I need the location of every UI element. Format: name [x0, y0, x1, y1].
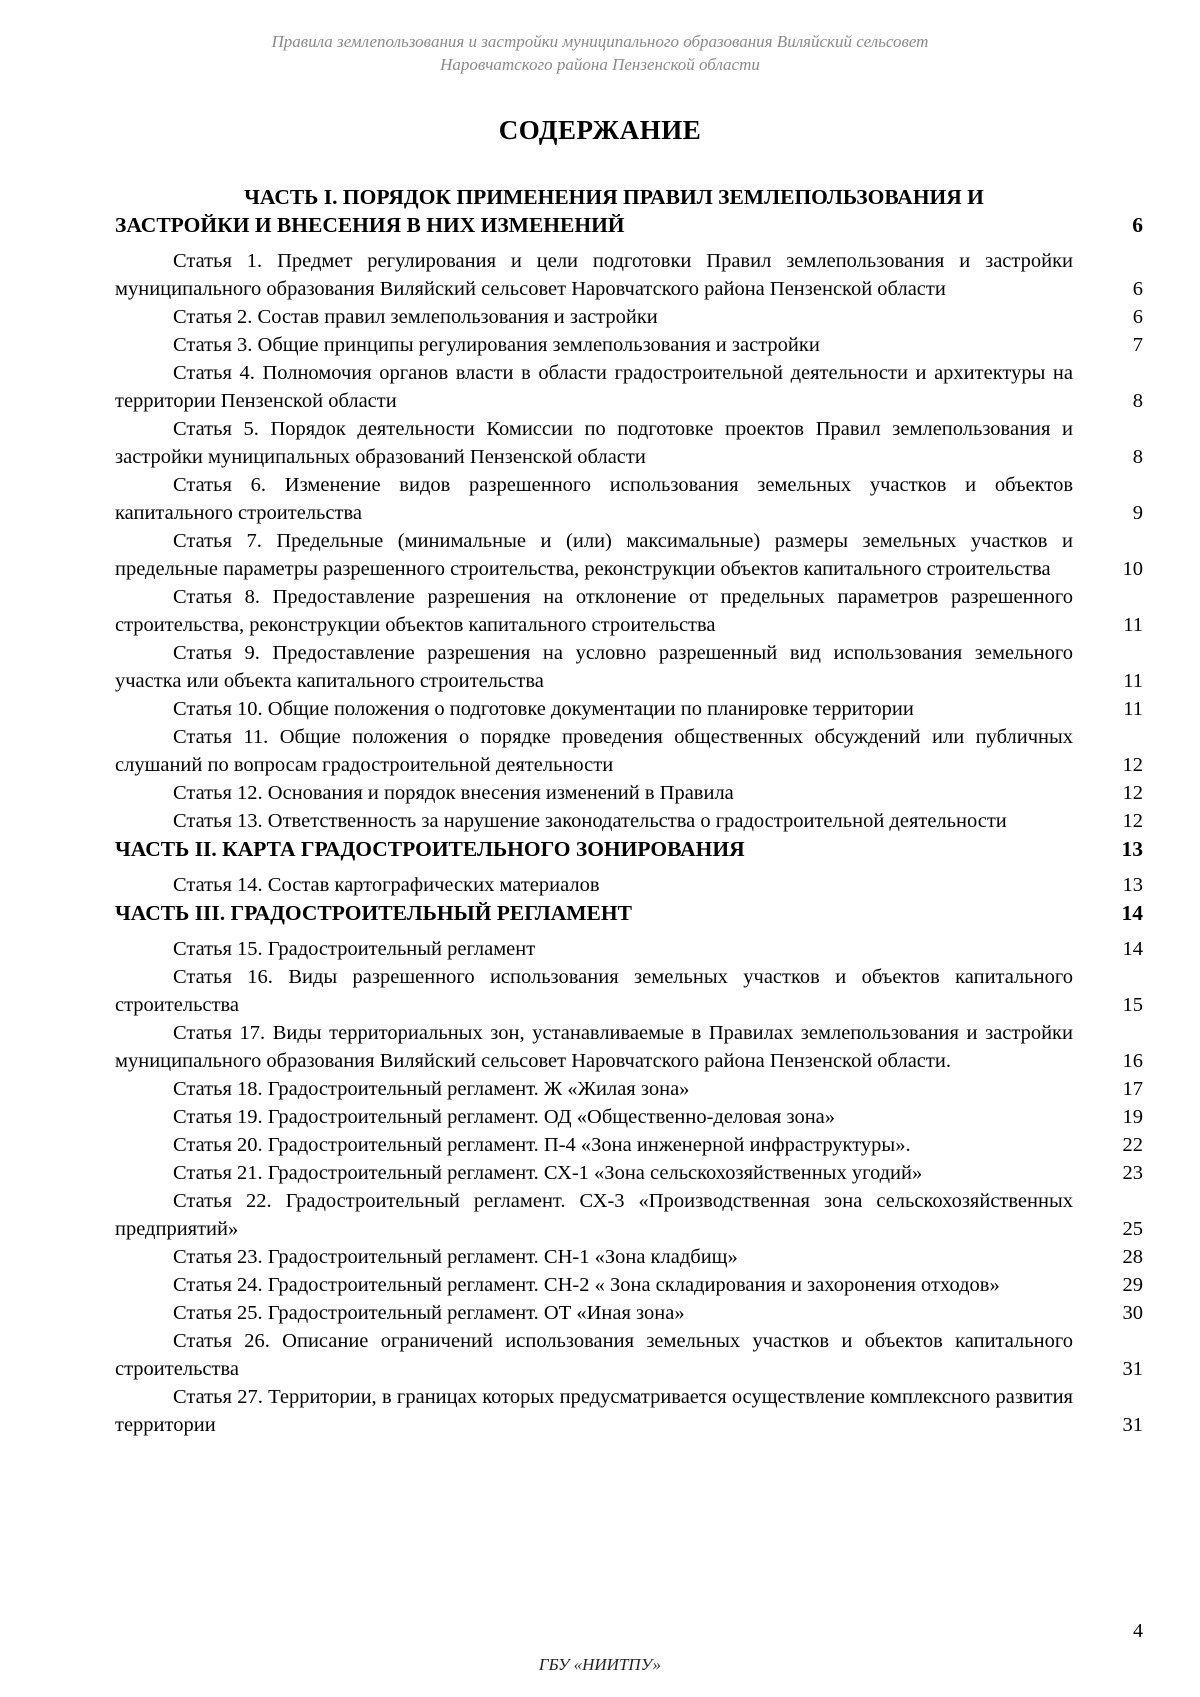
toc-part-1-page: 6 — [1132, 213, 1143, 237]
toc-article-page: 6 — [1132, 278, 1143, 300]
toc-article-title: Статья 13. Ответственность за нарушение законодательства о градостроительной деятельности — [173, 810, 1007, 832]
toc-article-page: 28 — [1122, 1246, 1143, 1268]
toc-article-title: Статья 21. Градостроительный регламент. СХ-1 «Зона сельскохозяйственных угодий» — [173, 1162, 923, 1184]
toc-article-entry[interactable] — [115, 527, 1143, 583]
toc-article-entry[interactable] — [115, 871, 1143, 899]
running-header-line-2: Наровчатского района Пензенской области — [440, 55, 760, 74]
toc-article-page: 31 — [1122, 1414, 1143, 1436]
toc-article-page: 22 — [1122, 1134, 1143, 1156]
toc-article-page: 8 — [1132, 446, 1143, 468]
toc-article-title: Статья 1. Предмет регулирования и цели подготовки Правил землепользования и застройки муниципального образования Виляйский сельсовет Наровчатского района Пензенской области — [115, 250, 1073, 300]
toc-article-page: 7 — [1132, 334, 1143, 356]
toc-article-title: Статья 18. Градостроительный регламент. Ж «Жилая зона» — [173, 1078, 690, 1100]
toc-article-title: Статья 12. Основания и порядок внесения изменений в Правила — [173, 782, 734, 804]
toc-article-title: Статья 26. Описание ограничений использования земельных участков и объектов капитального строительства — [115, 1330, 1073, 1380]
footer-organization: ГБУ «НИИТПУ» — [538, 1655, 662, 1674]
page-number: 4 — [1133, 1620, 1143, 1642]
toc-part-1-title-line-1: ЧАСТЬ I. ПОРЯДОК ПРИМЕНЕНИЯ ПРАВИЛ ЗЕМЛЕПОЛЬЗОВАНИЯ И — [244, 185, 984, 209]
toc-article-page: 12 — [1122, 754, 1143, 776]
toc-article-title: Статья 15. Градостроительный регламент — [173, 938, 536, 960]
toc-article-entry[interactable] — [115, 963, 1143, 1019]
toc-article-title: Статья 14. Состав картографических материалов — [173, 874, 600, 896]
toc-article-title: Статья 9. Предоставление разрешения на условно разрешенный вид использования земельного участка или объекта капитального строительства — [115, 642, 1073, 692]
toc-article-entry[interactable] — [115, 1187, 1143, 1243]
toc-article-title: Статья 22. Градостроительный регламент. СХ-3 «Производственная зона сельскохозяйственных предприятий» — [115, 1190, 1073, 1240]
toc-article-page: 30 — [1122, 1302, 1143, 1324]
toc-article-entry[interactable] — [115, 1131, 1143, 1159]
toc-article-title: Статья 23. Градостроительный регламент. СН-1 «Зона кладбищ» — [173, 1246, 738, 1268]
toc-article-page: 10 — [1122, 558, 1143, 580]
toc-article-title: Статья 10. Общие положения о подготовке документации по планировке территории — [173, 698, 914, 720]
toc-title: СОДЕРЖАНИЕ — [498, 115, 702, 145]
toc-part-3-title: ЧАСТЬ III. ГРАДОСТРОИТЕЛЬНЫЙ РЕГЛАМЕНТ — [115, 901, 632, 925]
toc-part-1[interactable] — [115, 183, 1143, 239]
toc-article-page: 11 — [1123, 614, 1143, 636]
toc-part-2-page: 13 — [1121, 837, 1143, 861]
toc-article-entry[interactable] — [115, 1271, 1143, 1299]
toc-article-page: 23 — [1122, 1162, 1143, 1184]
running-header-line-1: Правила землепользования и застройки муниципального образования Виляйский сельсовет — [271, 32, 929, 51]
toc-article-page: 31 — [1122, 1358, 1143, 1380]
table-of-contents — [115, 183, 1143, 1439]
running-header — [0, 30, 1200, 76]
toc-article-page: 11 — [1123, 698, 1143, 720]
toc-part-2-articles — [115, 871, 1143, 899]
toc-article-title: Статья 2. Состав правил землепользования и застройки — [173, 306, 658, 328]
toc-article-page: 25 — [1122, 1218, 1143, 1240]
toc-article-title: Статья 27. Территории, в границах которых предусматривается осуществление комплексного развития территории — [115, 1386, 1073, 1436]
toc-article-page: 12 — [1122, 782, 1143, 804]
toc-article-page: 19 — [1122, 1106, 1143, 1128]
toc-article-entry[interactable] — [115, 935, 1143, 963]
toc-article-entry[interactable] — [115, 807, 1143, 835]
toc-part-3-articles — [115, 935, 1143, 1439]
toc-article-title: Статья 17. Виды территориальных зон, устанавливаемые в Правилах землепользования и застройки муниципального образования Виляйский сельсовет Наровчатского района Пензенской области. — [115, 1022, 1073, 1072]
toc-article-entry[interactable] — [115, 695, 1143, 723]
toc-article-entry[interactable] — [115, 1075, 1143, 1103]
toc-article-page: 11 — [1123, 670, 1143, 692]
toc-article-entry[interactable] — [115, 303, 1143, 331]
toc-article-entry[interactable] — [115, 1299, 1143, 1327]
toc-article-title: Статья 4. Полномочия органов власти в области градостроительной деятельности и архитектуры на территории Пензенской области — [115, 362, 1073, 412]
toc-article-title: Статья 20. Градостроительный регламент. П-4 «Зона инженерной инфраструктуры». — [173, 1134, 911, 1156]
toc-article-page: 14 — [1122, 938, 1143, 960]
toc-article-entry[interactable] — [115, 1243, 1143, 1271]
toc-article-title: Статья 3. Общие принципы регулирования землепользования и застройки — [173, 334, 820, 356]
toc-article-entry[interactable] — [115, 639, 1143, 695]
toc-part-1-articles — [115, 247, 1143, 835]
toc-part-3-page: 14 — [1121, 901, 1143, 925]
toc-article-page: 6 — [1132, 306, 1143, 328]
toc-article-entry[interactable] — [115, 471, 1143, 527]
toc-part-2[interactable] — [115, 835, 1143, 863]
toc-article-page: 15 — [1122, 994, 1143, 1016]
toc-part-1-title-line-2: ЗАСТРОЙКИ И ВНЕСЕНИЯ В НИХ ИЗМЕНЕНИЙ — [115, 213, 625, 237]
toc-article-entry[interactable] — [115, 1327, 1143, 1383]
toc-article-title: Статья 8. Предоставление разрешения на отклонение от предельных параметров разрешенного строительства, реконструкции объектов капитального строительства — [115, 586, 1073, 636]
toc-article-entry[interactable] — [115, 1103, 1143, 1131]
toc-article-entry[interactable] — [115, 1383, 1143, 1439]
toc-article-title: Статья 7. Предельные (минимальные и (или) максимальные) размеры земельных участков и предельные параметры разрешенного строительства, реконструкции объектов капитального строительства — [115, 530, 1073, 580]
toc-article-entry[interactable] — [115, 415, 1143, 471]
toc-part-3[interactable] — [115, 899, 1143, 927]
toc-article-page: 12 — [1122, 810, 1143, 832]
toc-part-2-title: ЧАСТЬ II. КАРТА ГРАДОСТРОИТЕЛЬНОГО ЗОНИРОВАНИЯ — [115, 837, 745, 861]
toc-article-title: Статья 5. Порядок деятельности Комиссии по подготовке проектов Правил землепользования и застройки муниципальных образований Пензенской области — [115, 418, 1073, 468]
toc-article-title: Статья 11. Общие положения о порядке проведения общественных обсуждений или публичных слушаний по вопросам градостроительной деятельности — [115, 726, 1073, 776]
toc-article-page: 29 — [1122, 1274, 1143, 1296]
toc-article-entry[interactable] — [115, 331, 1143, 359]
toc-article-page: 17 — [1122, 1078, 1143, 1100]
toc-article-entry[interactable] — [115, 247, 1143, 303]
toc-article-entry[interactable] — [115, 1019, 1143, 1075]
toc-article-entry[interactable] — [115, 1159, 1143, 1187]
toc-article-title: Статья 24. Градостроительный регламент. СН-2 « Зона складирования и захоронения отходов» — [173, 1274, 1000, 1296]
toc-article-page: 13 — [1122, 874, 1143, 896]
toc-article-title: Статья 6. Изменение видов разрешенного использования земельных участков и объектов капитального строительства — [115, 474, 1073, 524]
toc-article-page: 9 — [1132, 502, 1143, 524]
toc-article-title: Статья 16. Виды разрешенного использования земельных участков и объектов капитального строительства — [115, 966, 1073, 1016]
toc-article-entry[interactable] — [115, 779, 1143, 807]
toc-article-page: 16 — [1122, 1050, 1143, 1072]
toc-article-entry[interactable] — [115, 723, 1143, 779]
toc-article-title: Статья 19. Градостроительный регламент. ОД «Общественно-деловая зона» — [173, 1106, 836, 1128]
toc-article-entry[interactable] — [115, 583, 1143, 639]
toc-article-title: Статья 25. Градостроительный регламент. ОТ «Иная зона» — [173, 1302, 685, 1324]
toc-article-entry[interactable] — [115, 359, 1143, 415]
toc-article-page: 8 — [1132, 390, 1143, 412]
